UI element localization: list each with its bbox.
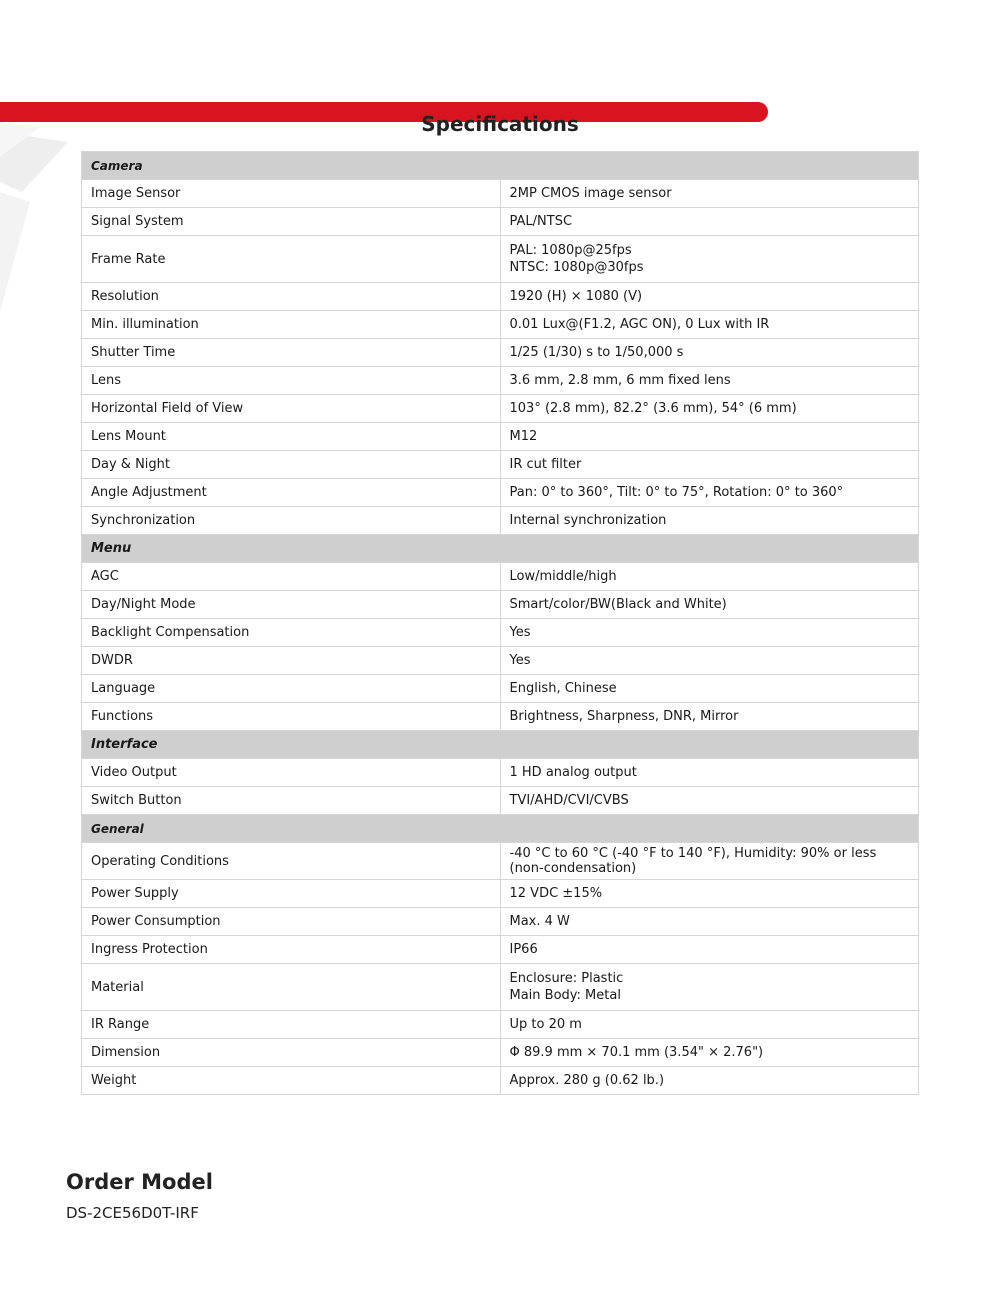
spec-value-line: PAL: 1080p@25fps [509,243,632,258]
spec-value [500,843,919,880]
spec-value-line: 3.6 mm, 2.8 mm, 6 mm fixed lens [509,373,731,388]
spec-row [82,964,919,1011]
spec-row [82,283,919,311]
spec-value [500,964,919,1011]
spec-value-line: 2MP CMOS image sensor [509,186,672,201]
spec-row [82,311,919,339]
spec-label: Lens Mount [82,423,501,451]
spec-label: Functions [82,703,501,731]
spec-value [500,936,919,964]
spec-label: Min. illumination [82,311,501,339]
spec-value-line: 1/25 (1/30) s to 1/50,000 s [509,345,684,360]
spec-value [500,479,919,507]
spec-value [500,451,919,479]
spec-label: Video Output [82,759,501,787]
spec-row [82,208,919,236]
spec-row [82,908,919,936]
spec-row [82,647,919,675]
section-header [82,731,919,759]
spec-value [500,367,919,395]
spec-row [82,180,919,208]
spec-value-line: Main Body: Metal [509,988,621,1003]
spec-value-line: Enclosure: Plastic [509,971,624,986]
spec-value-line: NTSC: 1080p@30fps [509,260,644,275]
spec-label: Day & Night [82,451,501,479]
spec-value [500,423,919,451]
spec-value-line: Max. 4 W [509,914,570,929]
order-model-heading: Order Model [66,1170,213,1194]
spec-row [82,787,919,815]
spec-label: Frame Rate [82,236,501,283]
spec-label: Power Supply [82,880,501,908]
spec-value-line: IR cut filter [509,457,582,472]
section-title: Camera [82,152,919,180]
section-header [82,815,919,843]
spec-label: DWDR [82,647,501,675]
spec-label: Operating Conditions [82,843,501,880]
spec-row [82,675,919,703]
spec-value [500,339,919,367]
spec-row [82,367,919,395]
section-header [82,152,919,180]
spec-value [500,591,919,619]
section-title: Interface [82,731,919,759]
spec-value [500,1011,919,1039]
spec-value [500,787,919,815]
spec-row [82,563,919,591]
section-title: Menu [82,535,919,563]
spec-row [82,451,919,479]
spec-value-line: Smart/color/BW(Black and White) [509,597,727,612]
spec-row [82,619,919,647]
spec-row [82,1039,919,1067]
spec-value [500,507,919,535]
spec-value [500,703,919,731]
section-header [82,535,919,563]
logo-watermark-icon [0,122,75,322]
spec-row [82,703,919,731]
spec-value [500,563,919,591]
spec-value [500,236,919,283]
spec-row [82,236,919,283]
spec-value-line: Internal synchronization [509,513,667,528]
spec-value [500,880,919,908]
spec-value-line: Approx. 280 g (0.62 lb.) [509,1073,665,1088]
spec-row [82,591,919,619]
specifications-table [81,151,919,1095]
spec-value-line: Brightness, Sharpness, DNR, Mirror [509,709,739,724]
spec-value-line: PAL/NTSC [509,214,573,229]
spec-value [500,283,919,311]
spec-value-line: -40 °C to 60 °C (-40 °F to 140 °F), Humidity: 90% or less (non-condensation) [509,846,877,876]
spec-value-line: Yes [509,653,531,668]
spec-value-line: English, Chinese [509,681,617,696]
spec-value-line: 103° (2.8 mm), 82.2° (3.6 mm), 54° (6 mm) [509,401,797,416]
spec-row [82,759,919,787]
spec-row [82,1067,919,1095]
spec-label: Backlight Compensation [82,619,501,647]
spec-label: Material [82,964,501,1011]
spec-label: Ingress Protection [82,936,501,964]
spec-label: IR Range [82,1011,501,1039]
spec-label: Shutter Time [82,339,501,367]
spec-value-line: Up to 20 m [509,1017,582,1032]
spec-label: Weight [82,1067,501,1095]
spec-value [500,1067,919,1095]
spec-label: Signal System [82,208,501,236]
spec-value [500,759,919,787]
spec-value [500,311,919,339]
spec-label: Resolution [82,283,501,311]
spec-value-line: IP66 [509,942,538,957]
spec-value-line: 12 VDC ±15% [509,886,603,901]
spec-row [82,843,919,880]
spec-value [500,619,919,647]
spec-label: Angle Adjustment [82,479,501,507]
spec-row [82,395,919,423]
spec-label: Language [82,675,501,703]
spec-value [500,395,919,423]
spec-value-line: 1 HD analog output [509,765,637,780]
order-model-number: DS-2CE56D0T-IRF [66,1204,199,1222]
spec-row [82,423,919,451]
spec-label: Switch Button [82,787,501,815]
spec-value [500,180,919,208]
spec-value-line: Low/middle/high [509,569,617,584]
spec-row [82,479,919,507]
spec-value-line: 1920 (H) × 1080 (V) [509,289,643,304]
spec-label: Power Consumption [82,908,501,936]
section-title: General [82,815,919,843]
spec-label: Day/Night Mode [82,591,501,619]
spec-label: AGC [82,563,501,591]
spec-value-line: Yes [509,625,531,640]
spec-value-line: TVI/AHD/CVI/CVBS [509,793,629,808]
spec-value [500,675,919,703]
spec-row [82,880,919,908]
spec-label: Synchronization [82,507,501,535]
spec-value [500,208,919,236]
spec-label: Dimension [82,1039,501,1067]
spec-row [82,936,919,964]
spec-value [500,647,919,675]
spec-row [82,1011,919,1039]
spec-value-line: 0.01 Lux@(F1.2, AGC ON), 0 Lux with IR [509,317,770,332]
spec-label: Lens [82,367,501,395]
page-title: Specifications [421,112,579,136]
spec-row [82,507,919,535]
spec-value [500,908,919,936]
spec-label: Horizontal Field of View [82,395,501,423]
spec-row [82,339,919,367]
spec-value-line: Pan: 0° to 360°, Tilt: 0° to 75°, Rotation: 0° to 360° [509,485,844,500]
spec-label: Image Sensor [82,180,501,208]
spec-value-line: Φ 89.9 mm × 70.1 mm (3.54" × 2.76") [509,1045,764,1060]
spec-value-line: M12 [509,429,538,444]
spec-value [500,1039,919,1067]
